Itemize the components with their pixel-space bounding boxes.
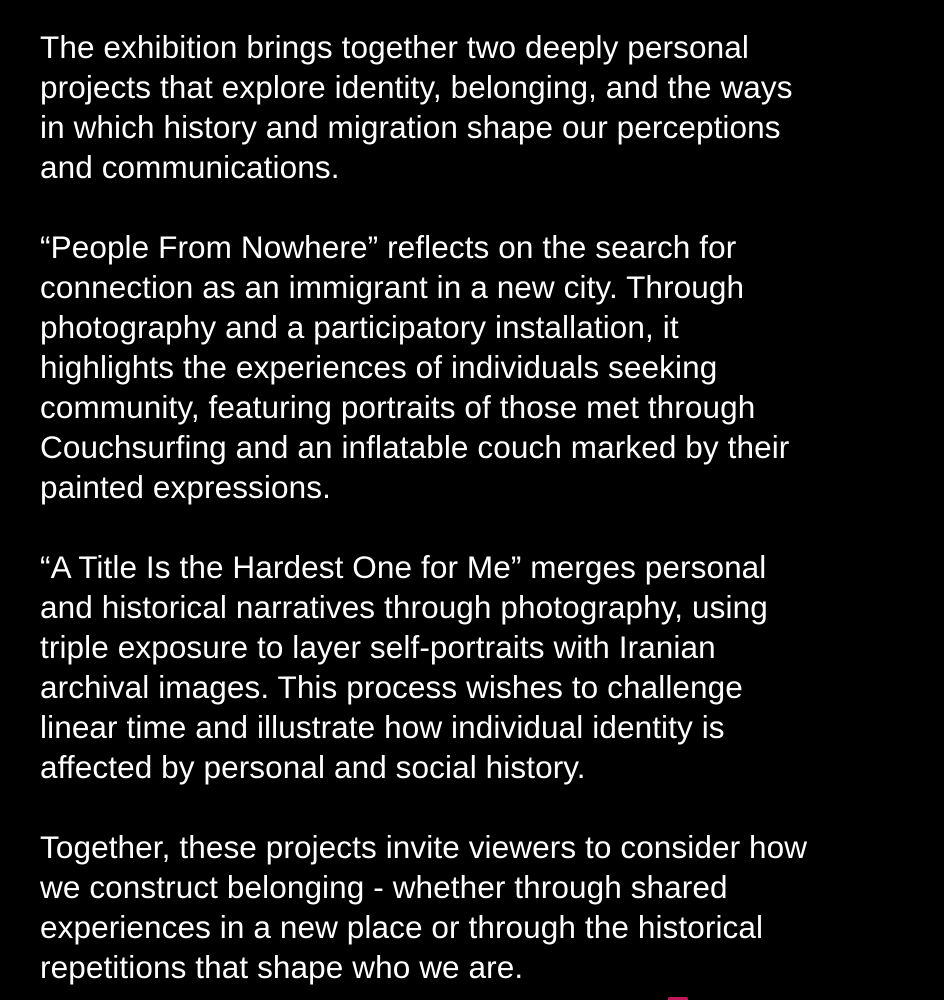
paragraph-conclusion xyxy=(40,827,924,987)
text-line: Couchsurfing and an inflatable couch marked by their xyxy=(40,429,790,465)
text-line: affected by personal and social history. xyxy=(40,749,586,785)
paragraph-people-from-nowhere xyxy=(40,227,924,507)
text-line: linear time and illustrate how individual identity is xyxy=(40,709,725,745)
text-line: triple exposure to layer self-portraits with Iranian xyxy=(40,629,716,665)
text-line: and historical narratives through photography, using xyxy=(40,589,768,625)
text-line: community, featuring portraits of those met through xyxy=(40,389,756,425)
text-line: projects that explore identity, belonging, and the ways xyxy=(40,69,793,105)
text-line: repetitions that shape who we are. xyxy=(40,949,524,985)
text-line: “People From Nowhere” reflects on the search for xyxy=(40,229,737,265)
text-line: and communications. xyxy=(40,149,340,185)
paragraph-a-title-is-the-hardest xyxy=(40,547,924,787)
text-line: archival images. This process wishes to challenge xyxy=(40,669,743,705)
text-line: The exhibition brings together two deeply personal xyxy=(40,29,749,65)
text-line: Together, these projects invite viewers to consider how xyxy=(40,829,808,865)
text-line: we construct belonging - whether through shared xyxy=(40,869,728,905)
text-line: highlights the experiences of individuals seeking xyxy=(40,349,718,385)
text-line: “A Title Is the Hardest One for Me” merges personal xyxy=(40,549,767,585)
paragraph-intro xyxy=(40,27,924,187)
text-line: painted expressions. xyxy=(40,469,331,505)
text-line: photography and a participatory installation, it xyxy=(40,309,679,345)
text-line: experiences in a new place or through the historical xyxy=(40,909,764,945)
text-line: connection as an immigrant in a new city. Through xyxy=(40,269,745,305)
text-line: in which history and migration shape our perceptions xyxy=(40,109,781,145)
